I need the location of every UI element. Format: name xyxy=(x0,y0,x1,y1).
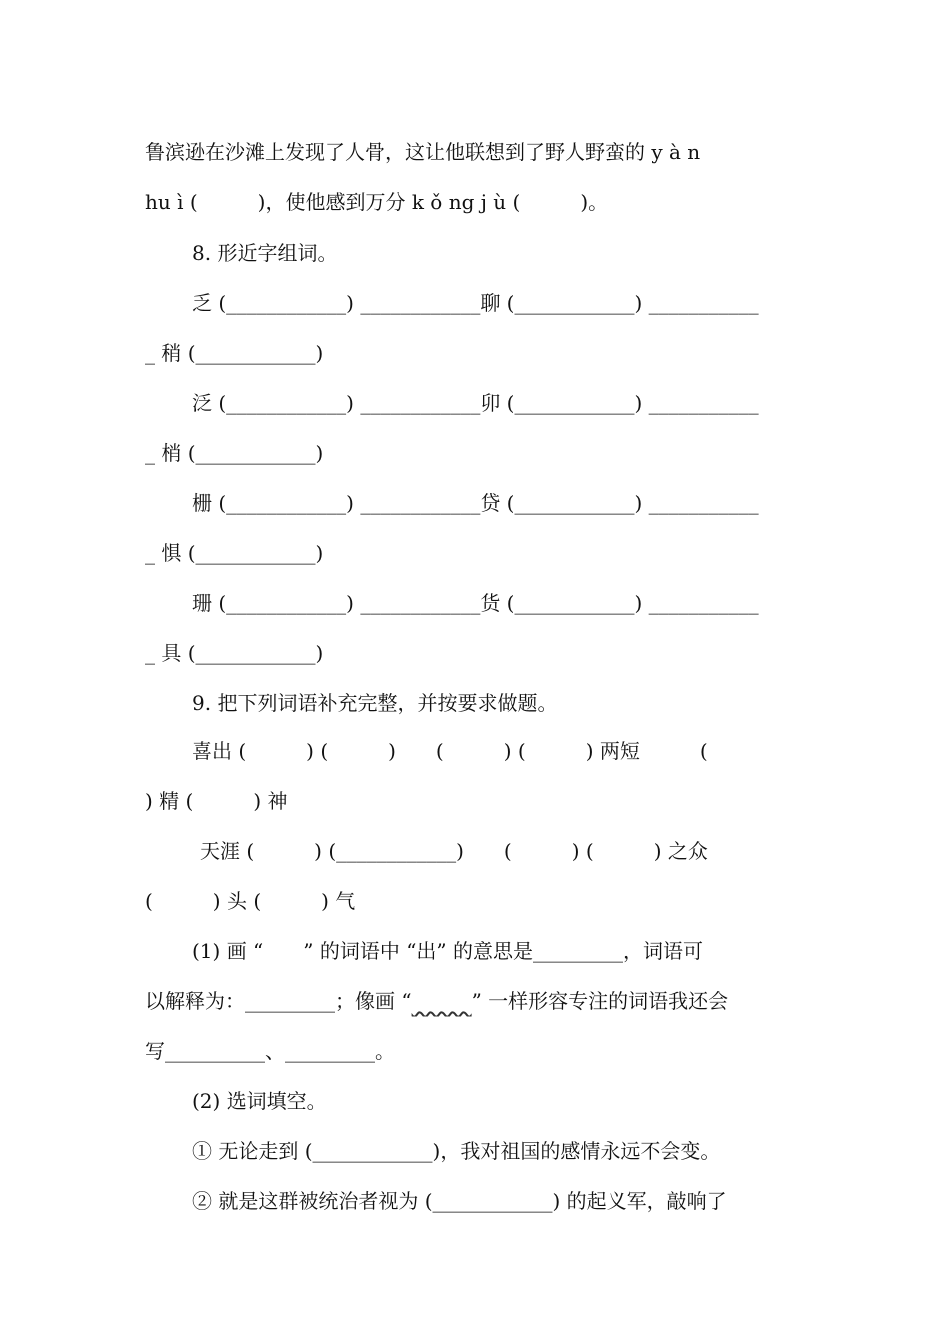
sub-question-2: (2) 选词填空。 xyxy=(192,1089,327,1113)
sub-question-1-cont xyxy=(145,984,810,1018)
word-group-row-cont: _ 梢 (____________) xyxy=(145,441,324,465)
idiom-row-cont: ) 精 ( ) 神 xyxy=(145,789,288,813)
word-group-row-cont: _ 具 (____________) xyxy=(145,641,324,665)
text-segment: ” 一样形容专注的词语我还会 xyxy=(471,989,729,1013)
word-group-row: 泛 (____________) ____________卯 (____________) ___________ xyxy=(192,391,759,415)
idiom-row: 天涯 ( ) (____________) ( ) ( ) 之众 xyxy=(200,839,708,863)
sub-question-1: (1) 画 “ ” 的词语中 “出” 的意思是_________，词语可 xyxy=(192,939,704,963)
idiom-row: 喜出 ( ) ( ) ( ) ( ) 两短 ( xyxy=(192,739,708,763)
text-segment: 以解释为：_________；像画 “ xyxy=(145,989,412,1013)
word-group-row: 珊 (____________) ____________货 (____________) ___________ xyxy=(192,591,759,615)
question-9-heading: 9. 把下列词语补充完整，并按要求做题。 xyxy=(192,691,558,715)
word-group-row: 乏 (____________) ____________聊 (____________) ___________ xyxy=(192,291,759,315)
wavy-underline-mark xyxy=(412,989,472,1013)
question-8-heading: 8. 形近字组词。 xyxy=(192,241,338,265)
word-group-row: 栅 (____________) ____________贷 (____________) ___________ xyxy=(192,491,759,515)
text-line: 鲁滨逊在沙滩上发现了人骨，这让他联想到了野人野蛮的 y à n xyxy=(145,140,701,164)
word-group-row-cont: _ 惧 (____________) xyxy=(145,541,324,565)
idiom-row-cont: ( ) 头 ( ) 气 xyxy=(145,889,356,913)
sub-question-1-cont: 写__________、_________。 xyxy=(145,1039,395,1063)
fill-blank-1: ① 无论走到 (____________)，我对祖国的感情永远不会变。 xyxy=(192,1139,721,1163)
fill-blank-2: ② 就是这群被统治者视为 (____________) 的起义军，敲响了 xyxy=(192,1189,727,1213)
word-group-row-cont: _ 稍 (____________) xyxy=(145,341,324,365)
text-line: hu ì ( )，使他感到万分 k ǒ ng j ù ( )。 xyxy=(145,190,609,214)
